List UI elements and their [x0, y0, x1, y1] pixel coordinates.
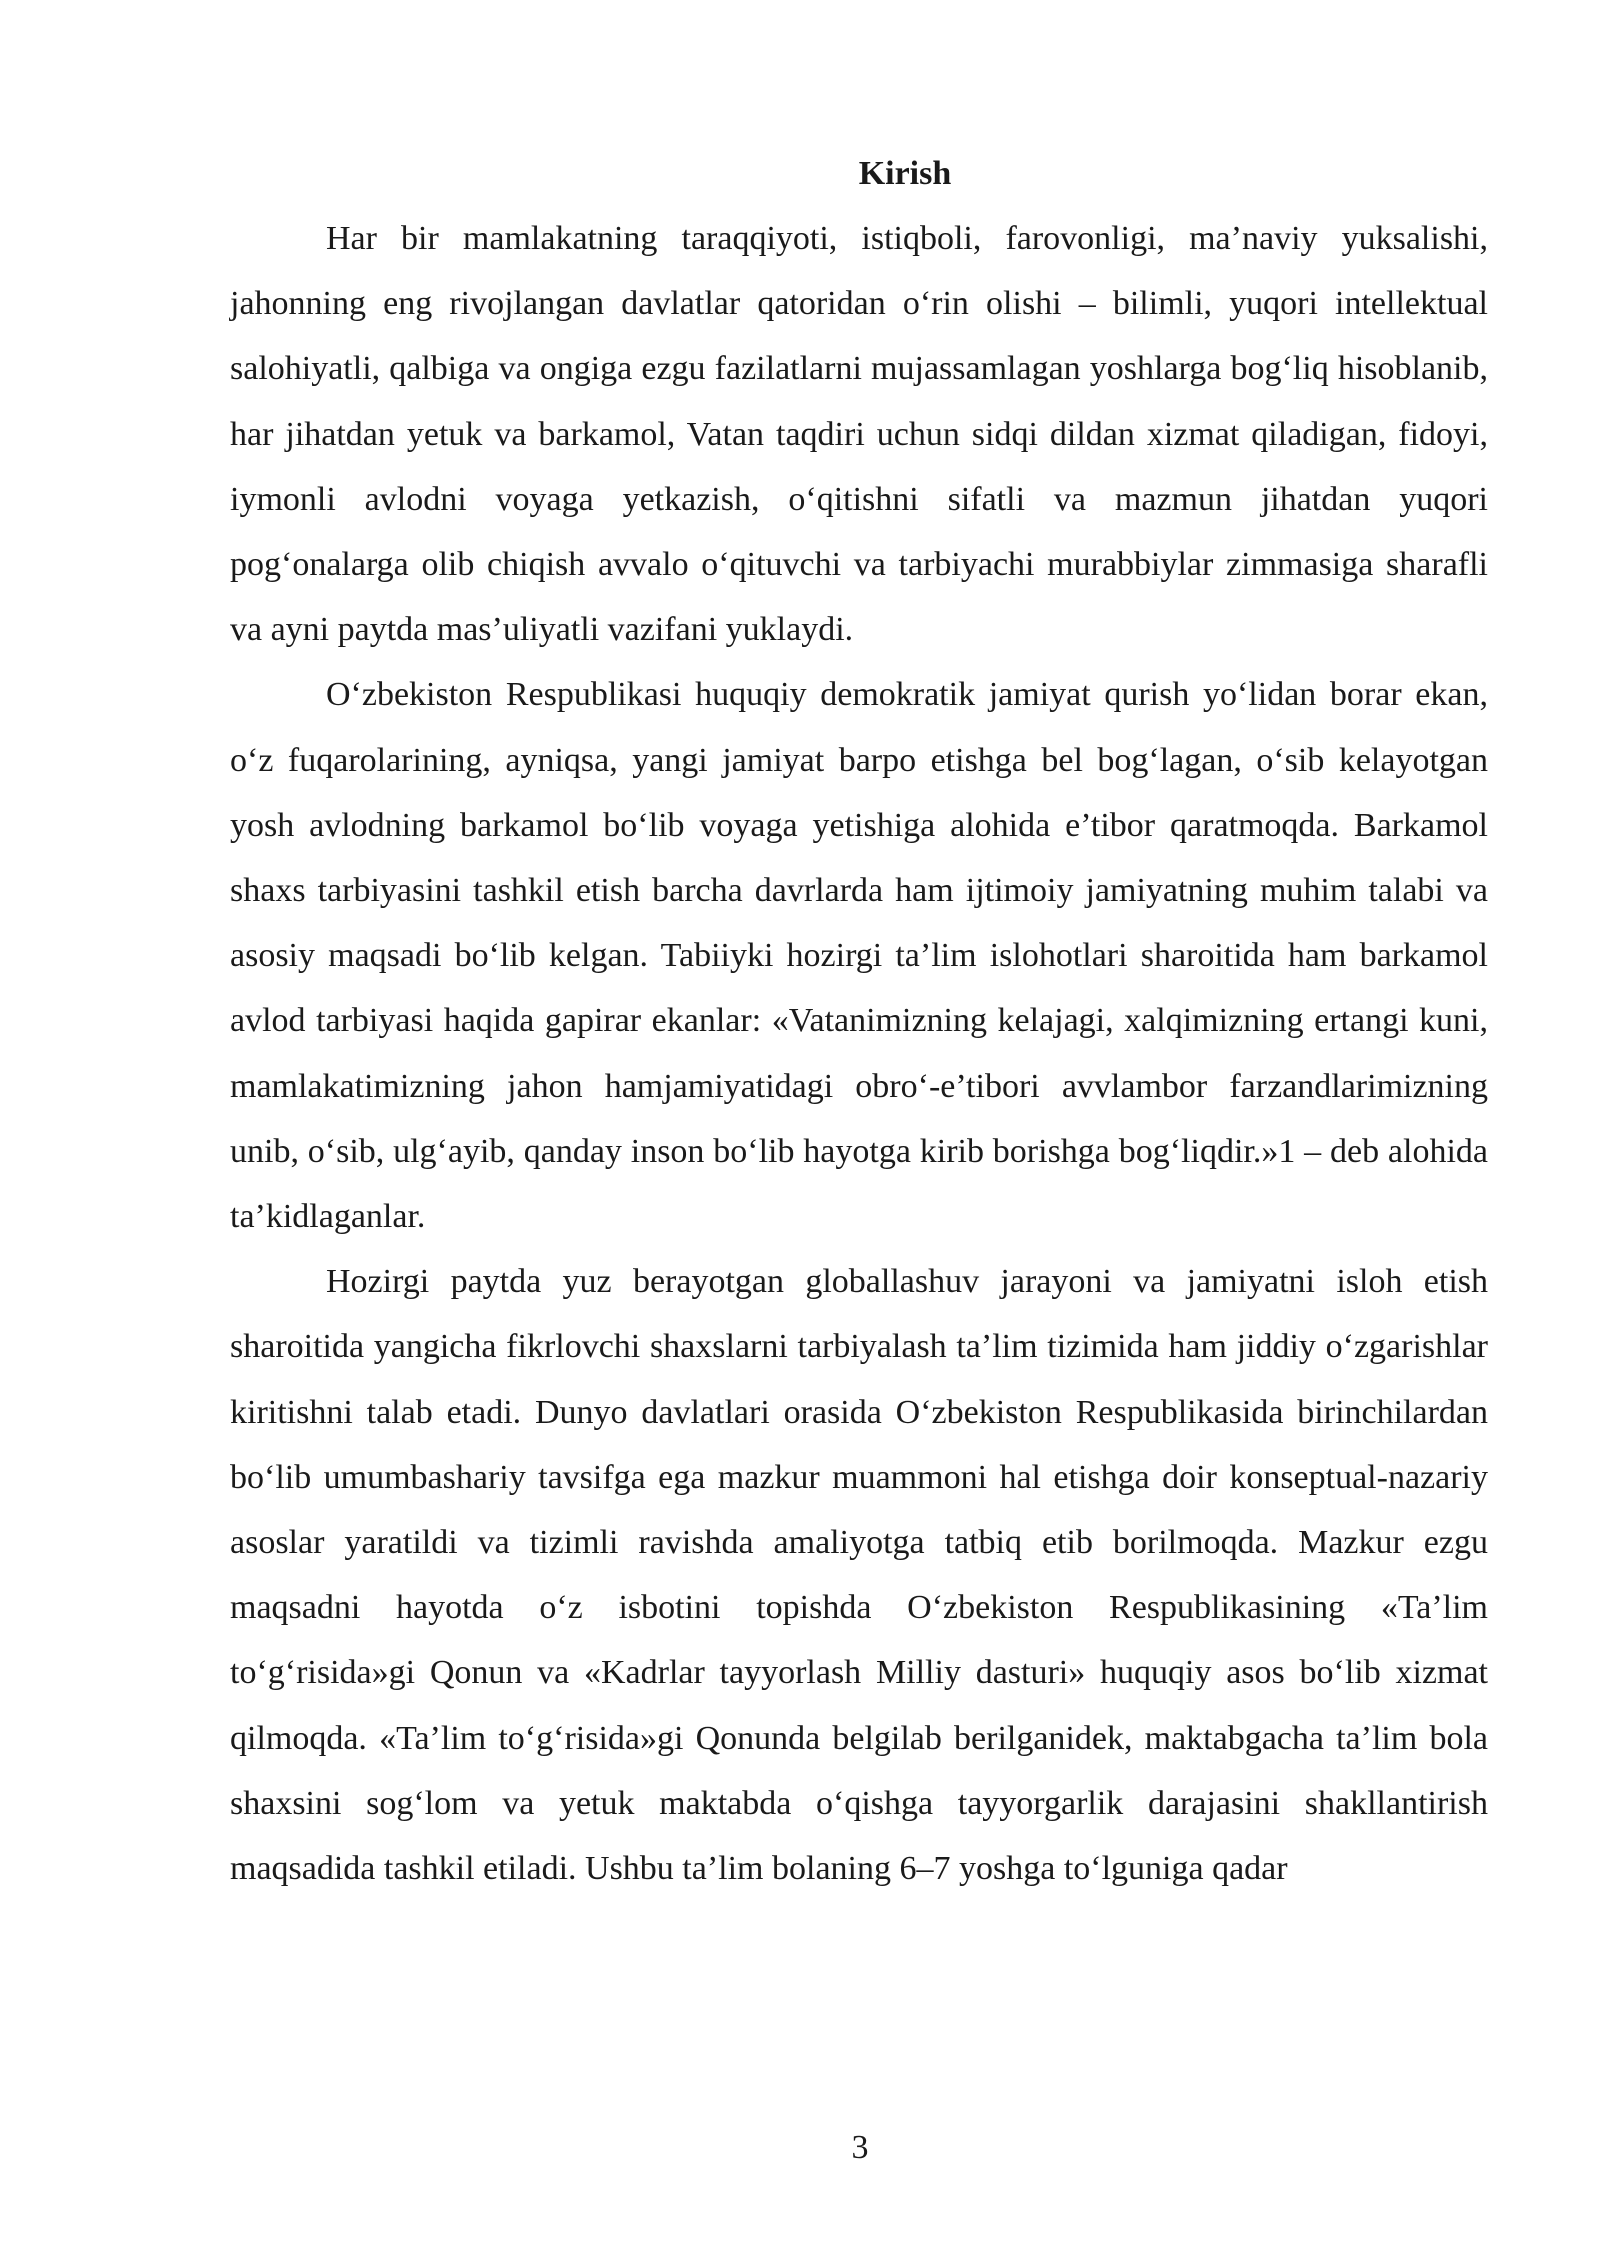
- paragraph-1: Har bir mamlakatning taraqqiyoti, istiqboli, farovonligi, ma’naviy yuksalishi, jahonning eng rivojlangan davlatlar qatoridan o‘rin olishi – bilimli, yuqori intellektual salohiyatli, qalbiga va ongiga ezgu fazilatlarni mujassamlagan yoshlarga bog‘liq hisoblanib, har jihatdan yetuk va barkamol, Vatan taqdiri uchun sidqi dildan xizmat qiladigan, fidoyi, iymonli avlodni voyaga yetkazish, o‘qitishni sifatli va mazmun jihatdan yuqori pog‘onalarga olib chiqish avvalo o‘qituvchi va tarbiyachi murabbiylar zimmasiga sharafli va ayni paytda mas’uliyatli vazifani yuklaydi.: [230, 220, 1488, 649]
- body-text: [230, 206, 1488, 1901]
- paragraph-3: Hozirgi paytda yuz berayotgan globallashuv jarayoni va jamiyatni isloh etish sharoitida yangicha fikrlovchi shaxslarni tarbiyalash ta’lim tizimida ham jiddiy o‘zgarishlar kiritishni talab etadi. Dunyo davlatlari orasida O‘zbekiston Respublikasida birinchilardan bo‘lib umumbashariy tavsifga ega mazkur muammoni hal etishga doir konseptual-nazariy asoslar yaratildi va tizimli ravishda amaliyotga tatbiq etib borilmoqda. Mazkur ezgu maqsadni hayotda o‘z isbotini topishda O‘zbekiston Respublikasining «Ta’lim to‘g‘risida»gi Qonun va «Kadrlar tayyorlash Milliy dasturi» huquqiy asos bo‘lib xizmat qilmoqda. «Ta’lim to‘g‘risida»gi Qonunda belgilab berilganidek, maktabgacha ta’lim bola shaxsini sog‘lom va yetuk maktabda o‘qishga tayyorgarlik darajasini shakllantirish maqsadida tashkil etiladi. Ushbu ta’lim bolaning 6–7 yoshga to‘lguniga qadar: [230, 1263, 1488, 1888]
- page-title: Kirish: [858, 155, 952, 192]
- paragraph-2: O‘zbekiston Respublikasi huquqiy demokratik jamiyat qurish yo‘lidan borar ekan, o‘z fuqarolarining, ayniqsa, yangi jamiyat barpo etishga bel bog‘lagan, o‘sib kelayotgan yosh avlodning barkamol bo‘lib voyaga yetishiga alohida e’tibor qaratmoqda. Barkamol shaxs tarbiyasini tashkil etish barcha davrlarda ham ijtimoiy jamiyatning muhim talabi va asosiy maqsadi bo‘lib kelgan. Tabiiyki hozirgi ta’lim islohotlari sharoitida ham barkamol avlod tarbiyasi haqida gapirar ekanlar: «Vatanimizning kelajagi, xalqimizning ertangi kuni, mamlakatimizning jahon hamjamiyatidagi obro‘-e’tibori avvlambor farzandlarimizning unib, o‘sib, ulg‘ayib, qanday inson bo‘lib hayotga kirib borishga bog‘liqdir.»1 – deb alohida ta’kidlaganlar.: [230, 676, 1488, 1236]
- page-number: 3: [851, 2129, 869, 2166]
